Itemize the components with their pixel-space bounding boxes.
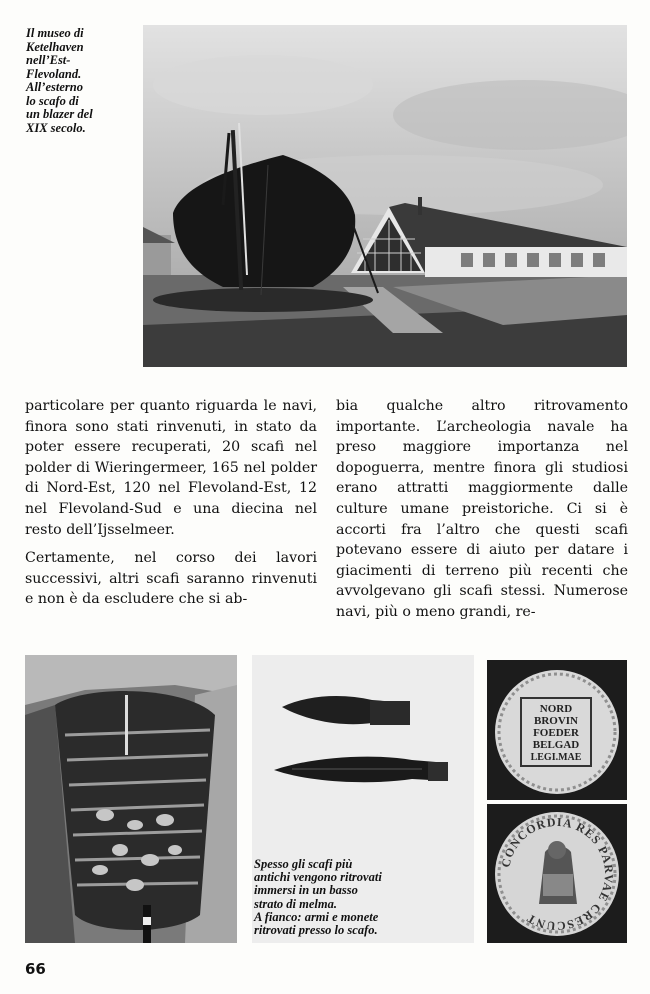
spearheads-illustration [252,655,474,855]
article-column-right [336,396,628,631]
caption-line: ritrovati presso lo scafo. [254,923,378,938]
article-column-left [25,396,317,618]
finds-photo-caption [254,858,474,937]
caption-line: Spesso gli scafi più [254,857,353,871]
coin-photo-obverse [487,660,627,800]
museum-illustration [143,25,627,367]
caption-line: All’esterno [26,80,83,94]
excavation-illustration [25,655,237,943]
caption-line: Ketelhaven [26,39,84,54]
caption-line: nell’Est- [26,53,71,67]
caption-line: immersi in un basso [254,883,358,898]
caption-line: Il museo di [26,26,84,40]
article-paragraph: particolare per quanto riguarda le navi, finora sono stati rinvenuti, in stato da poter essere recuperati, 20 scafi nel polder di Wieringermeer, 165 nel polder di Nord-Est, 120 nel Flevoland-Est, 12 nel Flevoland-Sud e una diecina nel resto dell’Ijsselmeer. [25,398,317,538]
museum-photo [143,25,627,367]
coin-illustration [487,660,627,800]
article-paragraph: Certamente, nel corso dei lavori successivi, altri scafi saranno rinvenuti e non è da escludere che si ab- [25,550,317,608]
coin-legend-line: FOEDER [533,727,579,739]
caption-line: strato di melma. [254,896,337,911]
caption-line: Flevoland. [26,66,82,81]
museum-photo-caption [26,27,144,135]
page-number: 66 [25,960,46,978]
coin-legend-line: BROVIN [533,715,579,727]
coin-legend: CONCORDIA RES PARVAE CRESCUNT [498,814,617,934]
caption-line: lo scafo di [26,93,79,108]
coin-legend-line: BELGAD [532,739,580,751]
coin-illustration [487,804,627,943]
excavation-photo [25,655,237,943]
coin-legend-line: NORD [539,703,573,715]
article-paragraph: bia qualche altro ritrovamento importante. L’archeologia navale ha preso maggiore importanza nel dopoguerra, mentre finora gli studiosi erano attratti maggiormente dalle culture umane preistoriche. Ci si è accorti fra l’altro che questi scafi potevano essere di aiuto per datare i giacimenti di terreno più recenti che avvolgevano gli scafi stessi. Numerose navi, più o meno grandi, re- [336,398,628,620]
coin-photo-reverse [487,804,627,943]
caption-line: A fianco: armi e monete [254,909,379,924]
caption-line: antichi vengono ritrovati [254,870,382,885]
caption-line: XIX secolo. [26,120,86,135]
caption-line: un blazer del [26,107,93,121]
coin-legend-line: LEGI.MAE [530,752,582,763]
